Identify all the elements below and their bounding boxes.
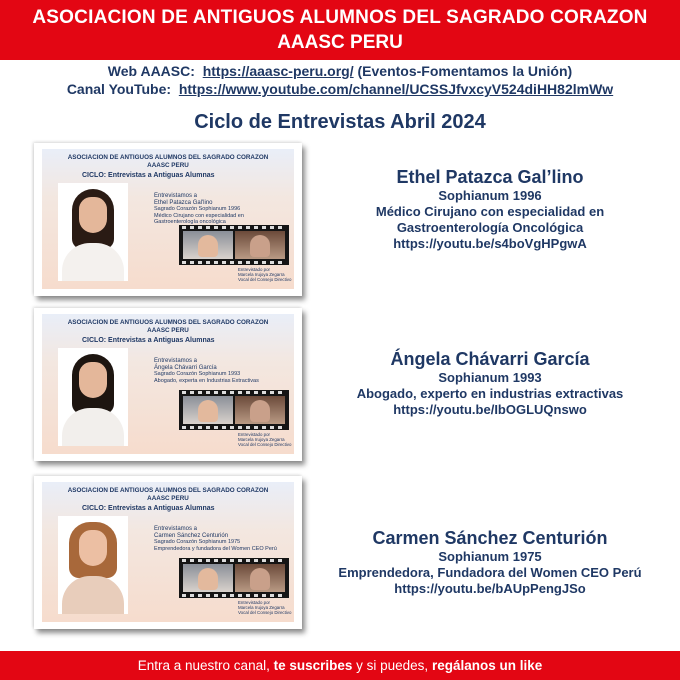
portrait-photo bbox=[58, 183, 128, 281]
card-cycle: CICLO: Entrevistas a Antiguas Alumnas bbox=[82, 505, 215, 512]
card-intro: Entrevistamos a bbox=[154, 193, 198, 199]
credit-line: Entrevistado por bbox=[238, 600, 270, 605]
interviewee-info-1 bbox=[310, 166, 670, 252]
interviewee-school: Sophianum 1975 bbox=[438, 549, 542, 564]
card-subtitle: AAASC PERU bbox=[147, 495, 189, 502]
card-credit bbox=[238, 267, 291, 283]
card-subtitle: AAASC PERU bbox=[147, 162, 189, 169]
card-poster bbox=[42, 149, 294, 289]
card-text bbox=[154, 526, 294, 552]
interviewee-info-2 bbox=[310, 348, 670, 418]
card-intro: Entrevistamos a bbox=[154, 526, 198, 532]
card-poster bbox=[42, 314, 294, 454]
header-title: ASOCIACION DE ANTIGUOS ALUMNOS DEL SAGRADO CORAZON bbox=[32, 7, 648, 28]
footer-like: regálanos un like bbox=[431, 658, 543, 673]
card-intro: Entrevistamos a bbox=[154, 358, 198, 364]
credit-line: Vocal del Consejo Directivo bbox=[238, 442, 292, 448]
video-filmstrip bbox=[179, 390, 289, 430]
video-thumbnail bbox=[183, 396, 233, 424]
card-line: Emprendedora y fundadora del Women CEO Perú bbox=[154, 545, 277, 552]
video-link[interactable]: https://youtu.be/s4boVgHPgwA bbox=[393, 236, 587, 251]
card-title: ASOCIACION DE ANTIGUOS ALUMNOS DEL SAGRADO CORAZON bbox=[67, 319, 269, 326]
cycle-title: Ciclo de Entrevistas Abril 2024 bbox=[194, 111, 486, 133]
card-poster bbox=[42, 482, 294, 622]
footer-text: y si puedes, bbox=[352, 658, 432, 673]
interviewee-detail: Médico Cirujano con especialidad en bbox=[375, 204, 605, 219]
youtube-link[interactable]: https://www.youtube.com/channel/UCSSJfvxcyV524diHH82lmWw bbox=[178, 81, 614, 97]
video-thumbnail bbox=[235, 564, 285, 592]
interviewee-detail: Abogado, experto en industrias extractivas bbox=[356, 386, 624, 401]
video-filmstrip bbox=[179, 558, 289, 598]
card-cycle: CICLO: Entrevistas a Antiguas Alumnas bbox=[82, 172, 215, 179]
video-thumbnail bbox=[183, 231, 233, 259]
web-label: Web AAASC: bbox=[107, 63, 195, 79]
card-line: Sagrado Corazón Sophianum 1993 bbox=[154, 371, 241, 378]
interviewee-info-3 bbox=[310, 527, 670, 597]
video-thumbnail bbox=[183, 564, 233, 592]
interview-card-2[interactable] bbox=[34, 308, 302, 461]
interview-card-3[interactable] bbox=[34, 476, 302, 629]
credit-line: Entrevistado por bbox=[238, 267, 270, 272]
interviewee-name: Carmen Sánchez Centurión bbox=[372, 528, 608, 548]
footer-banner bbox=[0, 651, 680, 680]
portrait-photo bbox=[58, 516, 128, 614]
card-line: Sagrado Corazón Sophianum 1996 bbox=[154, 206, 241, 213]
portrait-photo bbox=[58, 348, 128, 446]
interviewee-detail: Gastroenterología Oncológica bbox=[396, 220, 584, 235]
interviewee-name: Ángela Chávarri García bbox=[390, 349, 590, 369]
credit-line: Marcela Irujoya Zegarra bbox=[238, 272, 285, 278]
card-title: ASOCIACION DE ANTIGUOS ALUMNOS DEL SAGRADO CORAZON bbox=[67, 154, 269, 161]
card-credit bbox=[238, 600, 291, 616]
video-filmstrip bbox=[179, 225, 289, 265]
interviewee-school: Sophianum 1996 bbox=[438, 188, 542, 203]
video-link[interactable]: https://youtu.be/IbOGLUQnswo bbox=[393, 402, 587, 417]
card-subtitle: AAASC PERU bbox=[147, 327, 189, 334]
card-text bbox=[154, 193, 294, 226]
footer-text: Entra a nuestro canal, bbox=[137, 658, 274, 673]
footer-subscribe: te suscribes bbox=[273, 658, 353, 673]
credit-line: Vocal del Consejo Directivo bbox=[238, 610, 292, 616]
card-line: Gastroenterología oncológica bbox=[154, 219, 226, 226]
card-line: Abogado, experta en Industrias Extractivas bbox=[154, 377, 259, 384]
web-line bbox=[0, 63, 680, 79]
youtube-label: Canal YouTube: bbox=[66, 81, 172, 97]
card-name: Ethel Patazca Gal'lino bbox=[154, 199, 213, 206]
interview-card-1[interactable] bbox=[34, 143, 302, 296]
interviewee-detail: Emprendedora, Fundadora del Women CEO Perú bbox=[338, 565, 642, 580]
header-subtitle: AAASC PERU bbox=[277, 32, 403, 53]
credit-line: Vocal del Consejo Directivo bbox=[238, 277, 292, 283]
card-name: Carmen Sánchez Centurión bbox=[154, 532, 229, 539]
web-note: (Eventos-Fomentamos la Unión) bbox=[357, 63, 573, 79]
card-text bbox=[154, 358, 294, 384]
card-name: Ángela Chávarri García bbox=[154, 364, 217, 371]
youtube-line bbox=[0, 81, 680, 97]
header-banner bbox=[0, 0, 680, 60]
credit-line: Marcela Irujoya Zegarra bbox=[238, 437, 285, 443]
interviewee-school: Sophianum 1993 bbox=[438, 370, 542, 385]
video-link[interactable]: https://youtu.be/bAUpPengJSo bbox=[394, 581, 586, 596]
credit-line: Marcela Irujoya Zegarra bbox=[238, 605, 285, 611]
web-link[interactable]: https://aaasc-peru.org/ bbox=[202, 63, 354, 79]
card-credit bbox=[238, 432, 291, 448]
interviewee-name: Ethel Patazca Gal’lino bbox=[396, 167, 584, 187]
credit-line: Entrevistado por bbox=[238, 432, 270, 437]
video-thumbnail bbox=[235, 231, 285, 259]
card-cycle: CICLO: Entrevistas a Antiguas Alumnas bbox=[82, 337, 215, 344]
video-thumbnail bbox=[235, 396, 285, 424]
card-line: Sagrado Corazón Sophianum 1975 bbox=[154, 539, 241, 546]
card-line: Médico Cirujano con especialidad en bbox=[154, 212, 244, 219]
card-title: ASOCIACION DE ANTIGUOS ALUMNOS DEL SAGRADO CORAZON bbox=[67, 487, 269, 494]
